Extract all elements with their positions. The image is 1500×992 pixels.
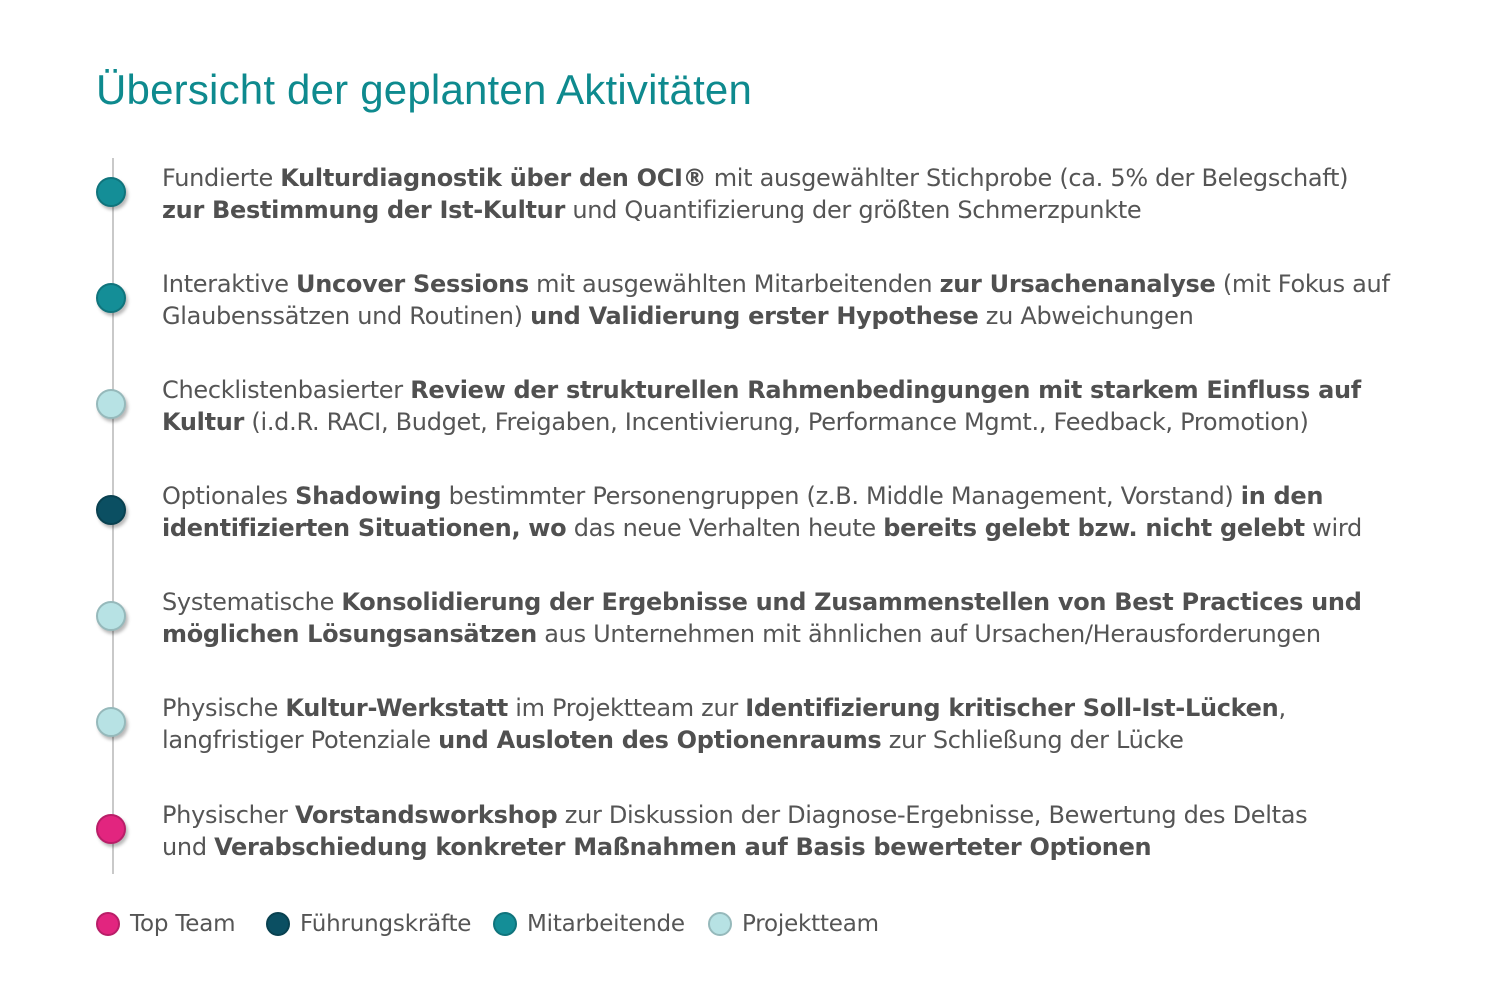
legend-dot: [493, 912, 517, 936]
text-segment: wird: [1304, 514, 1362, 542]
activity-item: [0, 268, 1500, 348]
legend-label: Projektteam: [742, 911, 879, 937]
text-segment: zu Abweichungen: [978, 302, 1194, 330]
activity-text-line: [162, 692, 1482, 724]
legend-item-ma: [493, 906, 685, 942]
activity-text-line: [162, 406, 1482, 438]
timeline-dot-pt: [96, 601, 126, 631]
text-segment: mit ausgewählter Stichprobe (ca. 5% der Belegschaft): [706, 164, 1349, 192]
legend-label: Mitarbeitende: [527, 911, 685, 937]
text-segment: bestimmter Personengruppen (z.B. Middle Management, Vorstand): [441, 482, 1241, 510]
text-segment: im Projektteam zur: [507, 694, 746, 722]
activity-text-line: [162, 162, 1482, 194]
activity-text: [162, 799, 1482, 863]
activity-item: [0, 799, 1500, 879]
activity-text-line: [162, 831, 1482, 863]
bold-text: zur Bestimmung der Ist-Kultur: [162, 196, 566, 224]
timeline-dot-ma: [96, 283, 126, 313]
bold-text: und Ausloten des Optionenraums: [438, 726, 882, 754]
activity-text: [162, 268, 1482, 332]
bold-text: Uncover Sessions: [296, 270, 529, 298]
text-segment: und: [162, 833, 215, 861]
activity-text: [162, 692, 1482, 756]
legend-item-top: [96, 906, 235, 942]
text-segment: Optionales: [162, 482, 296, 510]
timeline-dot-top: [96, 814, 126, 844]
legend-label: Top Team: [130, 911, 236, 937]
bold-text: möglichen Lösungsansätzen: [162, 620, 537, 648]
legend-label: Führungskräfte: [300, 911, 472, 937]
legend-item-fk: [266, 906, 471, 942]
activity-text-line: [162, 724, 1482, 756]
activity-text-line: [162, 374, 1482, 406]
activity-text-line: [162, 586, 1482, 618]
text-segment: Glaubenssätzen und Routinen): [162, 302, 531, 330]
activity-item: [0, 374, 1500, 454]
bold-text: Identifizierung kritischer Soll-Ist-Lücken: [745, 694, 1279, 722]
page-title: Übersicht der geplanten Aktivitäten: [96, 66, 753, 113]
text-segment: Physischer: [162, 801, 295, 829]
activity-item: [0, 162, 1500, 242]
bold-text: Verabschiedung konkreter Maßnahmen auf Basis bewerteter Optionen: [214, 833, 1152, 861]
activity-text-line: [162, 300, 1482, 332]
bold-text: Review der strukturellen Rahmenbedingungen mit starkem Einfluss auf: [410, 376, 1361, 404]
text-segment: (i.d.R. RACI, Budget, Freigaben, Incentivierung, Performance Mgmt., Feedback, Promotion): [244, 408, 1309, 436]
text-segment: und Quantifizierung der größten Schmerzpunkte: [565, 196, 1142, 224]
text-segment: langfristiger Potenziale: [162, 726, 439, 754]
text-segment: das neue Verhalten heute: [566, 514, 884, 542]
activity-text: [162, 162, 1482, 226]
activity-item: [0, 586, 1500, 666]
timeline-dot-ma: [96, 177, 126, 207]
activity-text: [162, 480, 1482, 544]
activity-text-line: [162, 618, 1482, 650]
bold-text: Konsolidierung der Ergebnisse und Zusammenstellen von Best Practices und: [341, 588, 1362, 616]
activity-text-line: [162, 268, 1482, 300]
text-segment: aus Unternehmen mit ähnlichen auf Ursachen/Herausforderungen: [536, 620, 1321, 648]
text-segment: Fundierte: [162, 164, 281, 192]
activity-text: [162, 586, 1482, 650]
legend-dot: [96, 912, 120, 936]
activity-text-line: [162, 799, 1482, 831]
bold-text: Kulturdiagnostik über den OCI®: [280, 164, 707, 192]
text-segment: zur Schließung der Lücke: [881, 726, 1184, 754]
timeline-dot-fk: [96, 495, 126, 525]
timeline-dot-pt: [96, 707, 126, 737]
bold-text: identifizierten Situationen, wo: [162, 514, 567, 542]
legend-dot: [266, 912, 290, 936]
text-segment: ,: [1278, 694, 1286, 722]
text-segment: Checklistenbasierter: [162, 376, 411, 404]
text-segment: (mit Fokus auf: [1215, 270, 1390, 298]
activity-text-line: [162, 480, 1482, 512]
text-segment: Interaktive: [162, 270, 297, 298]
bold-text: Kultur-Werkstatt: [285, 694, 508, 722]
legend-item-pt: [708, 906, 879, 942]
bold-text: zur Ursachenanalyse: [939, 270, 1216, 298]
text-segment: Physische: [162, 694, 286, 722]
legend-dot: [708, 912, 732, 936]
text-segment: zur Diskussion der Diagnose-Ergebnisse, Bewertung des Deltas: [557, 801, 1308, 829]
bold-text: in den: [1240, 482, 1324, 510]
activity-text: [162, 374, 1482, 438]
activity-item: [0, 480, 1500, 560]
text-segment: Systematische: [162, 588, 342, 616]
activity-item: [0, 692, 1500, 772]
bold-text: bereits gelebt bzw. nicht gelebt: [883, 514, 1305, 542]
text-segment: mit ausgewählten Mitarbeitenden: [528, 270, 940, 298]
activity-text-line: [162, 194, 1482, 226]
timeline-dot-pt: [96, 389, 126, 419]
bold-text: Kultur: [162, 408, 245, 436]
bold-text: Vorstandsworkshop: [294, 801, 558, 829]
bold-text: und Validierung erster Hypothese: [530, 302, 979, 330]
bold-text: Shadowing: [295, 482, 442, 510]
activity-text-line: [162, 512, 1482, 544]
